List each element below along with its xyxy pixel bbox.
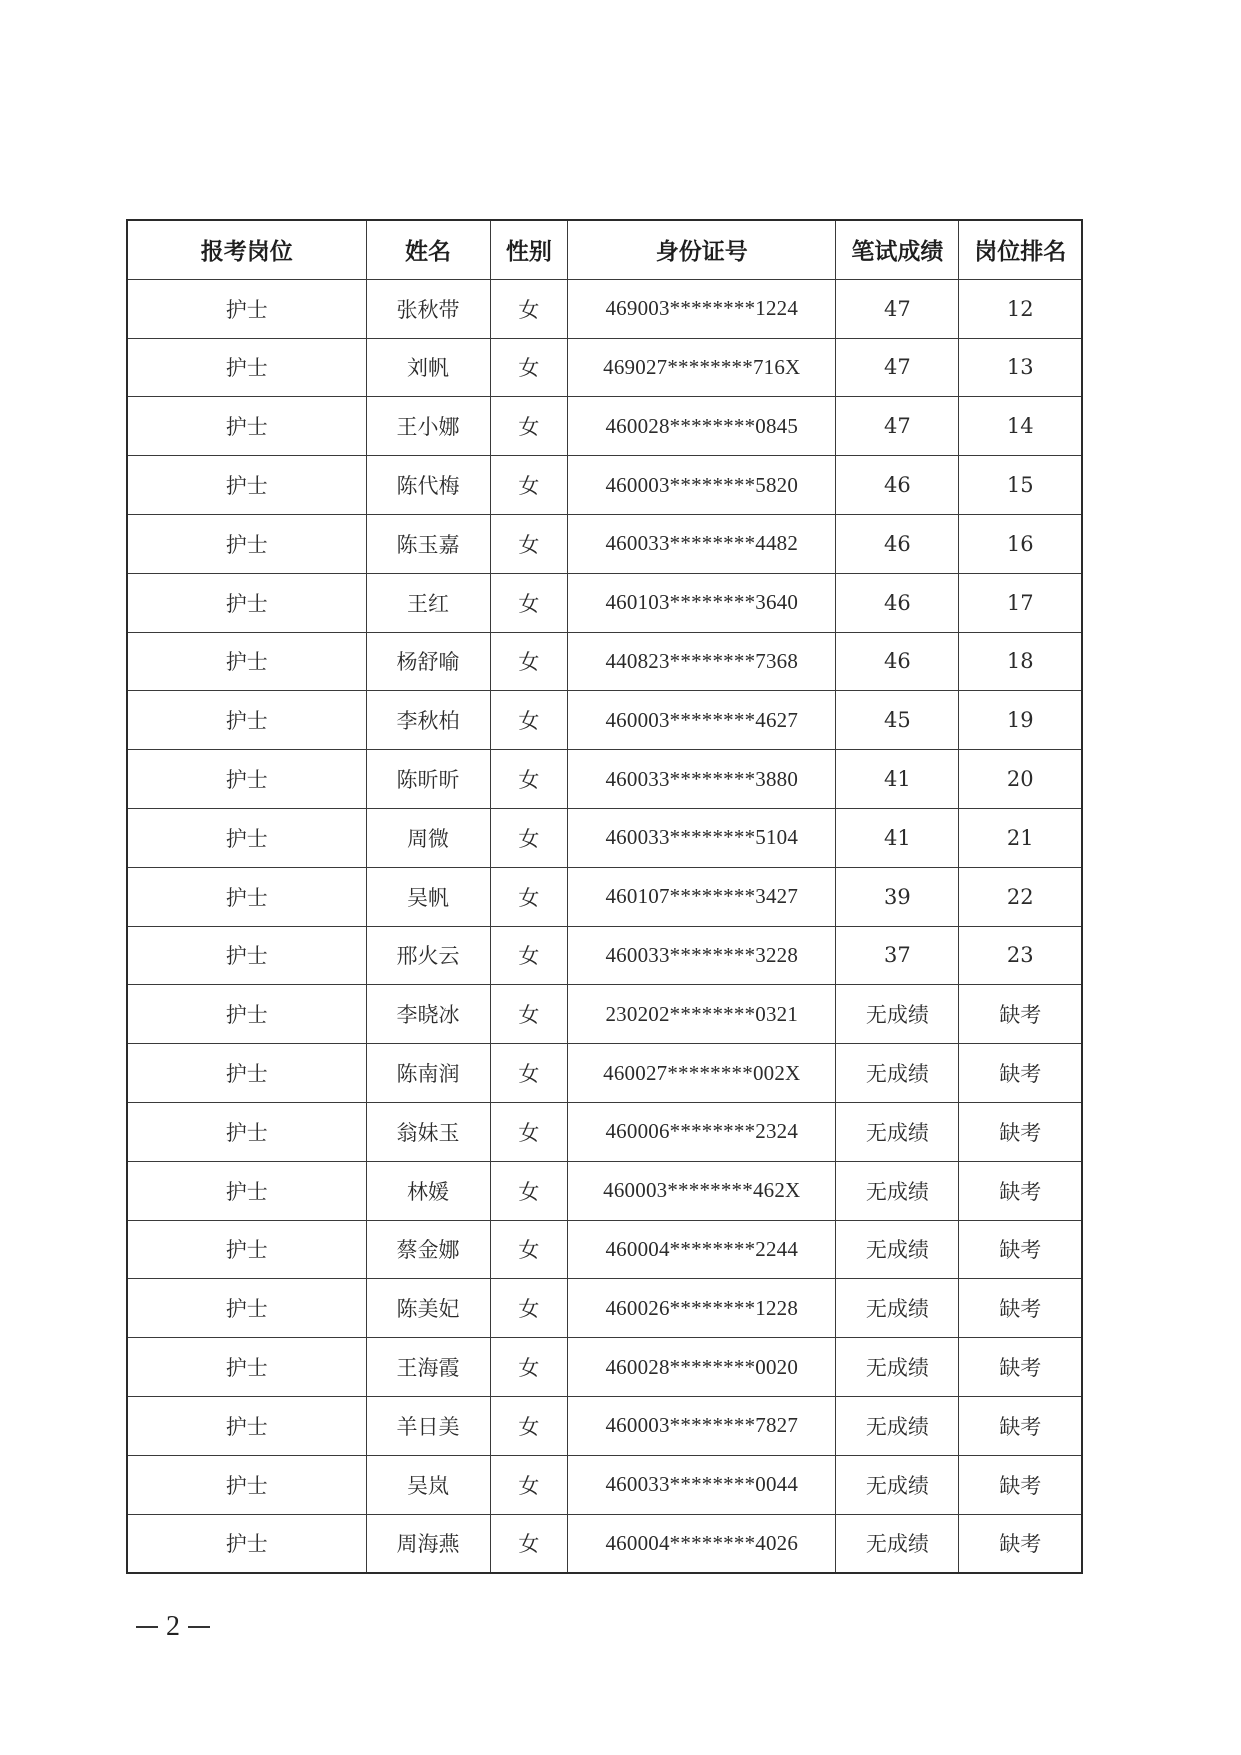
cell-written-score: 41 [836, 750, 959, 809]
cell-written-score: 无成绩 [836, 1161, 959, 1220]
cell-written-score: 45 [836, 691, 959, 750]
table-row [127, 1455, 1082, 1514]
cell-id-number: 460003********5820 [568, 456, 836, 515]
table-row [127, 867, 1082, 926]
cell-rank: 23 [959, 926, 1082, 985]
table-row [127, 985, 1082, 1044]
table-row [127, 1102, 1082, 1161]
cell-position: 护士 [127, 632, 366, 691]
table-row [127, 1220, 1082, 1279]
cell-gender: 女 [490, 691, 568, 750]
cell-position: 护士 [127, 985, 366, 1044]
header-position: 报考岗位 [127, 220, 366, 279]
table-row [127, 750, 1082, 809]
cell-rank: 19 [959, 691, 1082, 750]
table-body [127, 279, 1082, 1573]
cell-gender: 女 [490, 926, 568, 985]
cell-rank: 缺考 [959, 1102, 1082, 1161]
cell-rank: 缺考 [959, 1161, 1082, 1220]
table-row [127, 1161, 1082, 1220]
cell-written-score: 无成绩 [836, 1455, 959, 1514]
header-id-number: 身份证号 [568, 220, 836, 279]
table-row [127, 1338, 1082, 1397]
header-rank: 岗位排名 [959, 220, 1082, 279]
cell-gender: 女 [490, 985, 568, 1044]
cell-id-number: 460033********4482 [568, 514, 836, 573]
cell-gender: 女 [490, 1396, 568, 1455]
cell-id-number: 460028********0020 [568, 1338, 836, 1397]
cell-rank: 缺考 [959, 1338, 1082, 1397]
table-row [127, 279, 1082, 338]
cell-id-number: 460003********7827 [568, 1396, 836, 1455]
cell-written-score: 无成绩 [836, 985, 959, 1044]
cell-id-number: 460006********2324 [568, 1102, 836, 1161]
cell-name: 翁妹玉 [366, 1102, 490, 1161]
cell-name: 陈代梅 [366, 456, 490, 515]
cell-rank: 缺考 [959, 1279, 1082, 1338]
cell-rank: 缺考 [959, 1514, 1082, 1573]
cell-gender: 女 [490, 808, 568, 867]
table-row [127, 1279, 1082, 1338]
cell-rank: 缺考 [959, 1455, 1082, 1514]
cell-written-score: 无成绩 [836, 1514, 959, 1573]
cell-gender: 女 [490, 279, 568, 338]
cell-name: 陈昕昕 [366, 750, 490, 809]
cell-position: 护士 [127, 926, 366, 985]
cell-gender: 女 [490, 1455, 568, 1514]
cell-position: 护士 [127, 691, 366, 750]
cell-name: 王红 [366, 573, 490, 632]
cell-id-number: 460027********002X [568, 1044, 836, 1103]
cell-id-number: 460033********3228 [568, 926, 836, 985]
cell-id-number: 460033********3880 [568, 750, 836, 809]
cell-name: 王海霞 [366, 1338, 490, 1397]
cell-rank: 16 [959, 514, 1082, 573]
cell-position: 护士 [127, 867, 366, 926]
cell-rank: 18 [959, 632, 1082, 691]
cell-position: 护士 [127, 397, 366, 456]
cell-id-number: 460033********0044 [568, 1455, 836, 1514]
cell-written-score: 47 [836, 397, 959, 456]
cell-rank: 15 [959, 456, 1082, 515]
cell-name: 林媛 [366, 1161, 490, 1220]
cell-position: 护士 [127, 1161, 366, 1220]
cell-position: 护士 [127, 1220, 366, 1279]
cell-written-score: 46 [836, 514, 959, 573]
cell-position: 护士 [127, 1396, 366, 1455]
cell-name: 周海燕 [366, 1514, 490, 1573]
cell-rank: 缺考 [959, 1220, 1082, 1279]
cell-id-number: 460107********3427 [568, 867, 836, 926]
cell-name: 陈美妃 [366, 1279, 490, 1338]
cell-rank: 21 [959, 808, 1082, 867]
cell-name: 杨舒喻 [366, 632, 490, 691]
cell-position: 护士 [127, 338, 366, 397]
cell-gender: 女 [490, 1102, 568, 1161]
cell-position: 护士 [127, 1514, 366, 1573]
cell-position: 护士 [127, 1044, 366, 1103]
cell-gender: 女 [490, 750, 568, 809]
cell-written-score: 37 [836, 926, 959, 985]
cell-id-number: 460003********4627 [568, 691, 836, 750]
cell-id-number: 460004********2244 [568, 1220, 836, 1279]
exam-results-table [126, 219, 1083, 1574]
cell-id-number: 469027********716X [568, 338, 836, 397]
cell-gender: 女 [490, 867, 568, 926]
cell-name: 王小娜 [366, 397, 490, 456]
header-name: 姓名 [366, 220, 490, 279]
header-written-score: 笔试成绩 [836, 220, 959, 279]
cell-rank: 缺考 [959, 1044, 1082, 1103]
table-row [127, 1396, 1082, 1455]
cell-id-number: 460003********462X [568, 1161, 836, 1220]
cell-rank: 13 [959, 338, 1082, 397]
cell-rank: 缺考 [959, 985, 1082, 1044]
cell-name: 张秋带 [366, 279, 490, 338]
table-row [127, 632, 1082, 691]
cell-gender: 女 [490, 338, 568, 397]
cell-position: 护士 [127, 1102, 366, 1161]
cell-written-score: 无成绩 [836, 1338, 959, 1397]
cell-rank: 22 [959, 867, 1082, 926]
cell-name: 陈玉嘉 [366, 514, 490, 573]
table-row [127, 456, 1082, 515]
table-row [127, 808, 1082, 867]
cell-gender: 女 [490, 1220, 568, 1279]
table-row [127, 926, 1082, 985]
cell-id-number: 460033********5104 [568, 808, 836, 867]
cell-id-number: 460004********4026 [568, 1514, 836, 1573]
cell-id-number: 460103********3640 [568, 573, 836, 632]
cell-written-score: 无成绩 [836, 1044, 959, 1103]
cell-id-number: 230202********0321 [568, 985, 836, 1044]
cell-gender: 女 [490, 1161, 568, 1220]
cell-name: 羊日美 [366, 1396, 490, 1455]
page-number [136, 1611, 210, 1643]
cell-rank: 20 [959, 750, 1082, 809]
table-row [127, 397, 1082, 456]
cell-name: 刘帆 [366, 338, 490, 397]
table-row [127, 514, 1082, 573]
table-row [127, 1044, 1082, 1103]
cell-position: 护士 [127, 456, 366, 515]
cell-written-score: 47 [836, 279, 959, 338]
cell-rank: 缺考 [959, 1396, 1082, 1455]
cell-id-number: 440823********7368 [568, 632, 836, 691]
cell-rank: 17 [959, 573, 1082, 632]
cell-name: 吴岚 [366, 1455, 490, 1514]
table-row [127, 338, 1082, 397]
cell-name: 吴帆 [366, 867, 490, 926]
cell-written-score: 无成绩 [836, 1220, 959, 1279]
cell-name: 邢火云 [366, 926, 490, 985]
cell-id-number: 460026********1228 [568, 1279, 836, 1338]
cell-written-score: 46 [836, 456, 959, 515]
cell-name: 周微 [366, 808, 490, 867]
cell-position: 护士 [127, 279, 366, 338]
cell-written-score: 无成绩 [836, 1279, 959, 1338]
cell-written-score: 39 [836, 867, 959, 926]
cell-gender: 女 [490, 397, 568, 456]
cell-gender: 女 [490, 1044, 568, 1103]
table-row [127, 691, 1082, 750]
table-row [127, 1514, 1082, 1573]
cell-rank: 12 [959, 279, 1082, 338]
cell-position: 护士 [127, 514, 366, 573]
cell-written-score: 47 [836, 338, 959, 397]
cell-position: 护士 [127, 1338, 366, 1397]
cell-name: 李晓冰 [366, 985, 490, 1044]
cell-written-score: 46 [836, 632, 959, 691]
dash-right [188, 1626, 210, 1628]
cell-name: 蔡金娜 [366, 1220, 490, 1279]
cell-gender: 女 [490, 1514, 568, 1573]
cell-rank: 14 [959, 397, 1082, 456]
cell-name: 李秋柏 [366, 691, 490, 750]
cell-written-score: 46 [836, 573, 959, 632]
cell-gender: 女 [490, 573, 568, 632]
cell-written-score: 无成绩 [836, 1396, 959, 1455]
header-gender: 性别 [490, 220, 568, 279]
dash-left [136, 1626, 158, 1628]
cell-written-score: 无成绩 [836, 1102, 959, 1161]
cell-position: 护士 [127, 573, 366, 632]
cell-gender: 女 [490, 456, 568, 515]
cell-position: 护士 [127, 1455, 366, 1514]
cell-position: 护士 [127, 808, 366, 867]
cell-id-number: 460028********0845 [568, 397, 836, 456]
cell-gender: 女 [490, 632, 568, 691]
cell-gender: 女 [490, 514, 568, 573]
cell-gender: 女 [490, 1279, 568, 1338]
page-number-value: 2 [166, 1611, 180, 1642]
cell-position: 护士 [127, 750, 366, 809]
cell-position: 护士 [127, 1279, 366, 1338]
cell-gender: 女 [490, 1338, 568, 1397]
cell-written-score: 41 [836, 808, 959, 867]
cell-id-number: 469003********1224 [568, 279, 836, 338]
table-header-row [127, 220, 1082, 279]
cell-name: 陈南润 [366, 1044, 490, 1103]
table-row [127, 573, 1082, 632]
